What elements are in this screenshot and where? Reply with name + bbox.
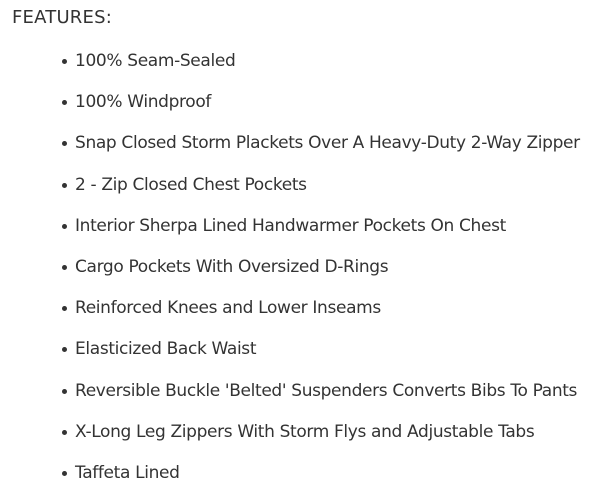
feature-text: Elasticized Back Waist [75,339,257,360]
feature-text: Reinforced Knees and Lower Inseams [75,298,381,319]
feature-text: X-Long Leg Zippers With Storm Flys and Adjustable Tabs [75,421,535,442]
bullet-icon [62,389,67,394]
bullet-icon [62,183,67,188]
feature-text: Interior Sherpa Lined Handwarmer Pockets On Chest [75,215,506,236]
feature-text: Reversible Buckle 'Belted' Suspenders Converts Bibs To Pants [75,380,578,401]
feature-item [0,131,580,172]
feature-text: Cargo Pockets With Oversized D-Rings [75,256,389,277]
features-list [0,49,580,502]
feature-text: Snap Closed Storm Plackets Over A Heavy-Duty 2-Way Zipper [75,133,580,154]
feature-text: 2 - Zip Closed Chest Pockets [75,174,307,195]
bullet-icon [62,224,67,229]
bullet-icon [62,430,67,435]
feature-item [0,173,580,214]
feature-text: 100% Windproof [75,92,212,113]
bullet-icon [62,141,67,146]
feature-item [0,337,580,378]
feature-item [0,296,580,337]
bullet-icon [62,100,67,105]
bullet-icon [62,347,67,352]
bullet-icon [62,306,67,311]
feature-item [0,379,580,420]
feature-item [0,420,580,461]
features-heading: FEATURES: [12,7,112,28]
feature-item [0,90,580,131]
bullet-icon [62,471,67,476]
feature-text: 100% Seam-Sealed [75,51,236,71]
feature-text: Taffeta Lined [75,462,180,483]
feature-item [0,461,580,502]
feature-item [0,255,580,296]
feature-item [0,49,580,90]
bullet-icon [62,265,67,270]
bullet-icon [62,59,67,64]
feature-item [0,214,580,255]
